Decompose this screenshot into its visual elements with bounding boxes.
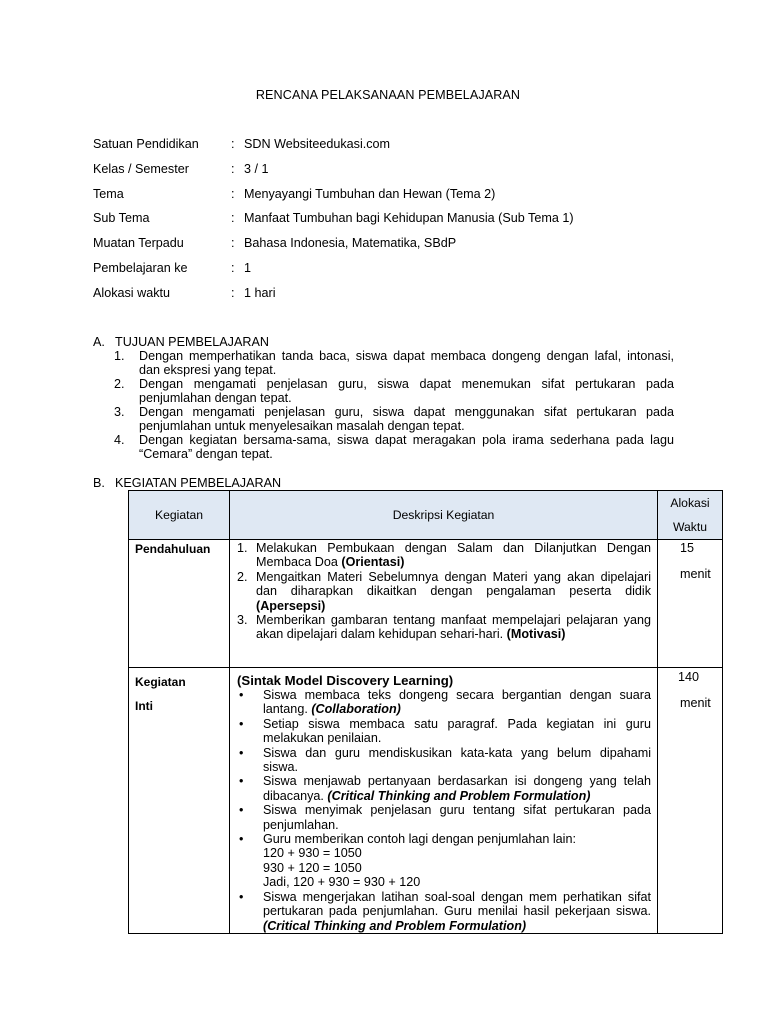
meta-colon: : [231,137,235,151]
inti-label-line1: Kegiatan [135,675,186,689]
sintak-heading: (Sintak Model Discovery Learning) [237,673,454,688]
section-a-heading [93,335,269,349]
example-line: 120 + 930 = 1050 [263,846,362,861]
item-body: Memberikan gambaran tentang manfaat mempelajari pelajaran yang akan dipelajari dalam kehidupan sehari-hari. [256,613,651,642]
item-tag: (Collaboration) [311,702,401,717]
meta-value: 1 [244,260,252,275]
item-text [263,803,651,832]
list-item [114,433,674,461]
item-text [263,890,651,933]
meta-value: Bahasa Indonesia, Matematika, SBdP [244,236,457,251]
meta-value: Menyayangi Tumbuhan dan Hewan (Tema 2) [244,186,496,201]
list-item [237,774,651,803]
item-text [256,570,651,613]
meta-key: Tema [93,186,124,201]
item-number: 3. [114,405,125,419]
list-item [237,570,651,613]
item-tag: (Orientasi) [341,555,405,570]
bullet-icon: • [239,832,244,847]
item-tag: (Apersepsi) [256,598,326,613]
meta-row [93,187,574,212]
bullet-icon: • [239,688,244,702]
activities-table [128,490,723,934]
list-item [114,349,674,377]
item-body: Melakukan Pembukaan dengan Salam dan Dilanjutkan Dengan Membaca Doa [256,541,651,570]
meta-colon: : [231,161,235,176]
list-item [237,803,651,832]
item-text: Dengan memperhatikan tanda baca, siswa dapat membaca dongeng dengan lafal, intonasi, dan ekspresi yang tepat. [139,349,674,377]
bullet-icon: • [239,716,244,731]
item-text [256,613,651,642]
cell-alokasi-pendahuluan [658,540,723,668]
list-item [237,688,651,717]
item-number: 1. [114,349,125,363]
cell-kegiatan-pendahuluan: Pendahuluan [129,540,230,668]
meta-row [93,286,574,311]
item-number: 1. [237,541,248,555]
item-body: Mengaitkan Materi Sebelumnya dengan Materi yang akan dipelajari dan diharapkan dikaitkan dengan pengalaman peserta didik [256,569,651,599]
example-line: 930 + 120 = 1050 [263,860,362,875]
alokasi-unit: menit [680,567,711,581]
meta-colon: : [231,260,235,275]
item-tag: (Motivasi) [506,627,566,642]
meta-row [93,137,574,162]
item-body: Siswa mengerjakan latihan soal-soal dengan mem perhatikan sifat pertukaran pada penjumlahan. Guru menilai hasil pekerjaan siswa. [263,889,651,919]
table-row [129,540,723,668]
item-text [263,717,651,746]
pendahuluan-list [237,541,651,642]
list-item [237,717,651,746]
item-text: Dengan mengamati penjelasan guru, siswa dapat menggunakan sifat pertukaran pada penjumlahan untuk menyelesaikan masalah dengan tepat. [139,405,674,433]
table-row [129,668,723,934]
example-line: Jadi, 120 + 930 = 930 + 120 [263,875,421,890]
alokasi-value: 140 [678,670,700,684]
cell-deskripsi-inti [230,668,658,934]
list-item [237,746,651,775]
meta-colon: : [231,186,235,201]
meta-colon: : [231,236,235,251]
meta-row [93,236,574,261]
cell-kegiatan-inti [129,668,230,934]
meta-key: Kelas / Semester [93,161,189,176]
item-body: Siswa menyimak penjelasan guru tentang sifat pertukaran pada penjumlahan. [263,803,651,832]
meta-colon: : [231,211,235,226]
section-letter: B. [93,476,105,490]
section-title: KEGIATAN PEMBELAJARAN [115,476,282,490]
item-text [263,774,651,803]
table-header-row [129,491,723,540]
meta-value: Manfaat Tumbuhan bagi Kehidupan Manusia (Sub Tema 1) [244,211,574,226]
meta-row [93,162,574,187]
section-b-heading [93,476,281,490]
meta-key: Muatan Terpadu [93,236,184,251]
header-kegiatan: Kegiatan [129,491,230,540]
meta-key: Pembelajaran ke [93,260,188,275]
list-item [114,405,674,433]
list-item [237,613,651,642]
meta-row [93,211,574,236]
bullet-icon: • [239,745,244,760]
meta-value: 3 / 1 [244,161,269,176]
item-number: 4. [114,433,125,447]
list-item [237,890,651,933]
inti-label-line2: Inti [135,699,153,713]
item-text [263,688,651,717]
list-item [237,541,651,570]
cell-deskripsi-pendahuluan [230,540,658,668]
item-number: 2. [114,377,125,391]
bullet-icon: • [239,774,244,789]
list-item [237,832,651,846]
meta-key: Satuan Pendidikan [93,137,199,151]
item-tag: (Critical Thinking and Problem Formulation) [327,788,591,803]
cell-alokasi-inti [658,668,723,934]
meta-value: 1 hari [244,285,276,300]
inti-list [237,688,651,933]
item-body: Siswa dan guru mendiskusikan kata-kata yang belum dipahami siswa. [263,745,651,775]
meta-row [93,261,574,286]
objectives-list [114,349,674,461]
header-alokasi-line2: Waktu [672,520,708,534]
item-text [256,541,651,570]
header-deskripsi: Deskripsi Kegiatan [230,491,658,540]
list-item [114,377,674,405]
section-letter: A. [93,335,105,349]
identity-block [93,137,574,311]
item-body: Guru memberikan contoh lagi dengan penjumlahan lain: [263,832,576,847]
header-alokasi-line1: Alokasi [670,496,710,510]
document-title: RENCANA PELAKSANAAN PEMBELAJARAN [255,88,521,102]
item-text: Dengan mengamati penjelasan guru, siswa dapat menemukan sifat pertukaran pada penjumlahan dengan tepat. [139,377,674,405]
item-text: Dengan kegiatan bersama-sama, siswa dapat meragakan pola irama sederhana pada lagu “Cemara” dengan tepat. [139,433,674,461]
meta-colon: : [231,285,235,300]
bullet-icon: • [239,803,244,818]
item-tag: (Critical Thinking and Problem Formulation) [263,918,527,933]
item-text [263,746,651,775]
alokasi-value: 15 [680,541,695,555]
alokasi-unit: menit [680,696,711,710]
item-body: Siswa membaca teks dongeng secara bergantian dengan suara lantang. [263,688,651,717]
item-number: 2. [237,569,248,584]
meta-value: SDN Websiteedukasi.com [244,137,391,151]
bullet-icon: • [239,889,244,904]
meta-key: Alokasi waktu [93,285,170,300]
meta-key: Sub Tema [93,211,150,226]
item-number: 3. [237,613,248,628]
section-title: TUJUAN PEMBELAJARAN [115,335,269,349]
item-text [263,832,651,846]
header-alokasi [658,491,723,540]
item-body: Setiap siswa membaca satu paragraf. Pada kegiatan ini guru melakukan penilaian. [263,716,651,746]
item-body: Siswa menjawab pertanyaan berdasarkan isi dongeng yang telah dibacanya. [263,774,651,803]
